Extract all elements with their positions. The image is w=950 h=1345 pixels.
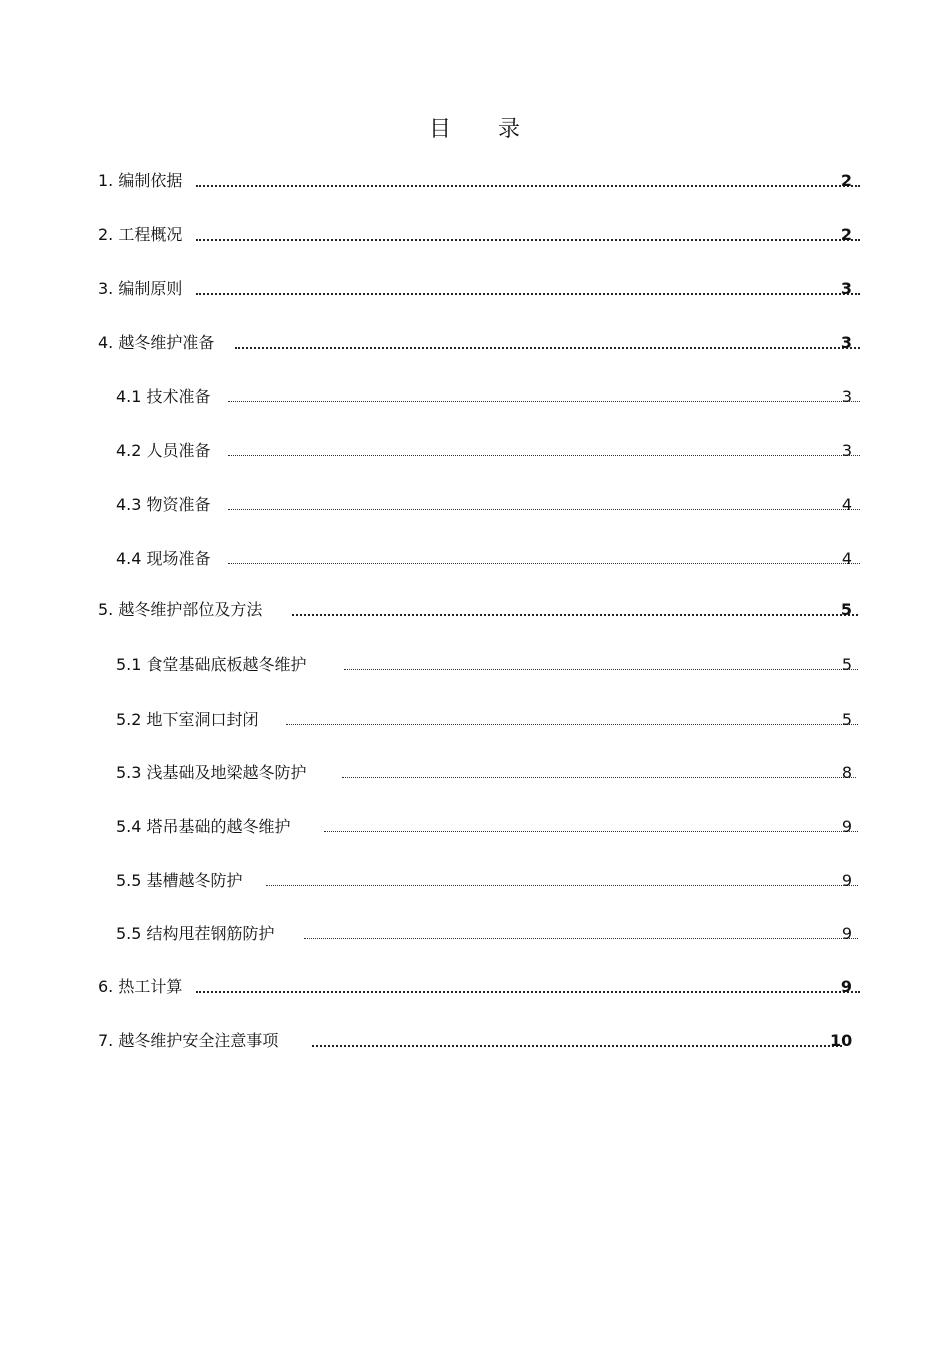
- toc-entry-page: 5: [841, 655, 852, 674]
- toc-entry-page: 3: [841, 387, 852, 406]
- toc-entry[interactable]: [0, 1029, 950, 1053]
- toc-entry-page: 3: [840, 279, 852, 298]
- toc-entry-page: 3: [840, 333, 852, 352]
- toc-entry-label: 5.1 食堂基础底板越冬维护: [116, 655, 307, 674]
- toc-leader: [286, 718, 858, 725]
- toc-entry[interactable]: [0, 547, 950, 571]
- toc-leader: [196, 233, 860, 241]
- toc-entry-page: 5: [840, 600, 852, 619]
- toc-entry[interactable]: [0, 975, 950, 999]
- toc-entry[interactable]: [0, 708, 950, 732]
- toc-entry[interactable]: [0, 169, 950, 193]
- toc-entry-label: 4.2 人员准备: [116, 441, 211, 460]
- toc-entry-page: 5: [841, 710, 852, 729]
- toc-entry[interactable]: [0, 598, 950, 622]
- toc-entry[interactable]: [0, 869, 950, 893]
- toc-leader: [228, 449, 860, 456]
- toc-leader: [304, 932, 858, 939]
- toc-entry-label: 5. 越冬维护部位及方法: [98, 600, 263, 619]
- toc-entry-page: 2: [840, 225, 852, 244]
- toc-entry-label: 7. 越冬维护安全注意事项: [98, 1031, 279, 1050]
- toc-entry-page: 9: [841, 871, 852, 890]
- toc-entry[interactable]: [0, 761, 950, 785]
- toc-entry-page: 8: [841, 763, 852, 782]
- toc-entry-label: 2. 工程概况: [98, 225, 183, 244]
- toc-entry-page: 3: [841, 441, 852, 460]
- toc-leader: [196, 179, 860, 187]
- toc-entry-label: 5.2 地下室洞口封闭: [116, 710, 259, 729]
- toc-entry-label: 5.5 结构甩茬钢筋防护: [116, 924, 275, 943]
- toc-entry-label: 5.5 基槽越冬防护: [116, 871, 243, 890]
- toc-entry[interactable]: [0, 439, 950, 463]
- toc-leader: [196, 985, 860, 993]
- toc-entry-page: 9: [841, 924, 852, 943]
- toc-leader: [292, 608, 858, 616]
- toc-entry-page: 4: [841, 549, 852, 568]
- toc-entry[interactable]: [0, 331, 950, 355]
- toc-entry[interactable]: [0, 922, 950, 946]
- toc-leader: [228, 557, 860, 564]
- toc-leader: [228, 395, 860, 402]
- toc-entry-label: 5.3 浅基础及地梁越冬防护: [116, 763, 307, 782]
- toc-entry[interactable]: [0, 277, 950, 301]
- toc-entry-label: 4.4 现场准备: [116, 549, 211, 568]
- toc-title-right: 录: [498, 117, 522, 142]
- toc-entry-label: 1. 编制依据: [98, 171, 183, 190]
- toc-leader: [312, 1039, 842, 1047]
- toc-leader: [342, 771, 856, 778]
- toc-leader: [235, 341, 860, 349]
- toc-entry-page: 9: [841, 817, 852, 836]
- toc-entry-page: 9: [840, 977, 852, 996]
- toc-title-left: 目: [428, 117, 452, 142]
- toc-entry-page: 4: [841, 495, 852, 514]
- toc-entry[interactable]: [0, 653, 950, 677]
- toc-entry-label: 5.4 塔吊基础的越冬维护: [116, 817, 291, 836]
- toc-leader: [228, 503, 860, 510]
- toc-entry[interactable]: [0, 223, 950, 247]
- toc-entry[interactable]: [0, 385, 950, 409]
- toc-entry[interactable]: [0, 815, 950, 839]
- toc-leader: [324, 825, 858, 832]
- toc-entry[interactable]: [0, 493, 950, 517]
- toc-leader: [344, 663, 858, 670]
- toc-leader: [196, 287, 860, 295]
- toc-entry-page: 2: [840, 171, 852, 190]
- toc-entry-page: 10: [830, 1031, 853, 1050]
- toc-entry-label: 4.3 物资准备: [116, 495, 211, 514]
- toc-entry-label: 4. 越冬维护准备: [98, 333, 215, 352]
- toc-entry-label: 6. 热工计算: [98, 977, 183, 996]
- toc-entry-label: 4.1 技术准备: [116, 387, 211, 406]
- toc-entry-label: 3. 编制原则: [98, 279, 183, 298]
- toc-leader: [266, 879, 858, 886]
